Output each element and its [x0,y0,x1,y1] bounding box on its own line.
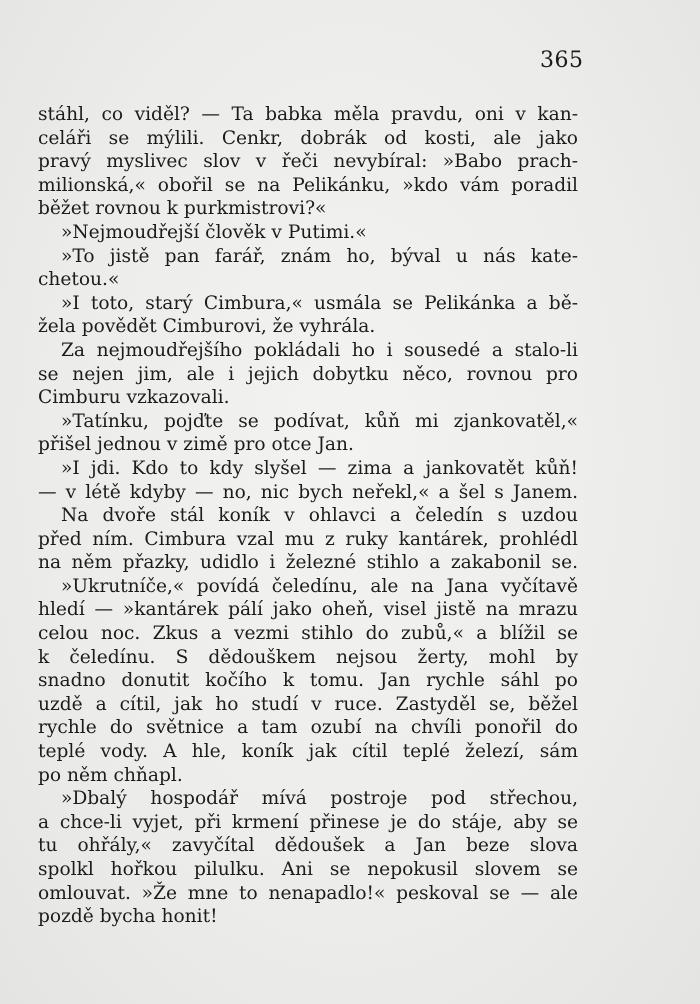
text-line: spolkl hořkou pilulku. Ani se nepokusil slovem se [38,859,578,880]
text-line: k čeledínu. S dědouškem nejsou žerty, mohl by [38,646,578,668]
text-line: před ním. Cimbura vzal mu z ruky kantárek, prohlédl [38,528,578,550]
text-line: rychle do světnice a tam ozubí na chvíli ponořil do [38,717,578,739]
body-text [38,103,578,929]
text-line: »Dbalý hospodář mívá postroje pod střechou, [61,788,578,810]
text-line: na něm přazky, udidlo i železné stihlo a zakabonil se. [38,552,578,574]
text-line: uzdě a cítil, jak ho studí v ruce. Zastyděl se, běžel [38,693,578,715]
text-line: chetou.« [38,269,120,291]
text-line: celáři se mýlili. Cenkr, dobrák od kosti, ale jako [38,127,578,149]
text-line: celou noc. Zkus a vezmi stihlo do zubů,« a blížil se [38,623,578,645]
text-line: »Tatínku, pojďte se podívat, kůň mi zjankovatěl,« [61,410,578,432]
text-line: tu ohřály,« zavyčítal dědoušek a Jan beze slova [38,835,578,857]
text-line: žela povědět Cimburovi, že vyhrála. [38,316,376,338]
text-line: běžet rovnou k purkmistrovi?« [38,198,327,220]
text-line: se nejen jim, ale i jejich dobytku něco, rovnou pro [38,363,578,385]
text-line: Na dvoře stál koník v ohlavci a čeledín s uzdou [61,505,578,527]
page-number: 365 [540,48,584,73]
text-line: hledí — »kantárek pálí jako oheň, visel jistě na mrazu [38,599,578,621]
text-line: pozdě bycha honit! [38,906,218,928]
text-line: milionská,« obořil se na Pelikánku, »kdo vám poradil [38,174,578,196]
text-line: pravý myslivec slov v řeči nevybíral: »Babo prach- [38,151,578,173]
text-line: a chce-li vyjet, při krmení přinese je do stáje, aby se [38,811,578,833]
text-line: Cimburu vzkazovali. [38,387,230,409]
text-line: — v létě kdyby — no, nic bych neřekl,« a šel s Janem. [38,481,578,503]
text-line: po něm chňapl. [38,764,183,786]
text-line: »I toto, starý Cimbura,« usmála se Pelikánka a bě- [61,292,578,314]
text-line: teplé vody. A hle, koník jak cítil teplé železí, sám [38,741,578,763]
text-line: »Nejmoudřejší člověk v Putimi.« [61,221,367,243]
text-line: omlouvat. »Že mne to nenapadlo!« peskoval se — ale [38,882,578,904]
text-line: přišel jednou v zimě pro otce Jan. [38,434,354,456]
text-line: Za nejmoudřejšího pokládali ho i sousedé a stalo-li [61,339,578,361]
text-line: snadno donutit kočího k tomu. Jan rychle sáhl po [38,670,578,692]
text-line: stáhl, co viděl? — Ta babka měla pravdu, oni v kan- [38,104,578,125]
text-line: »I jdi. Kdo to kdy slyšel — zima a jankovatět kůň! [61,457,578,479]
text-line: »To jistě pan farář, znám ho, býval u nás kate- [61,245,578,267]
text-line: »Ukrutníče,« povídá čeledínu, ale na Jana vyčítavě [61,575,578,597]
